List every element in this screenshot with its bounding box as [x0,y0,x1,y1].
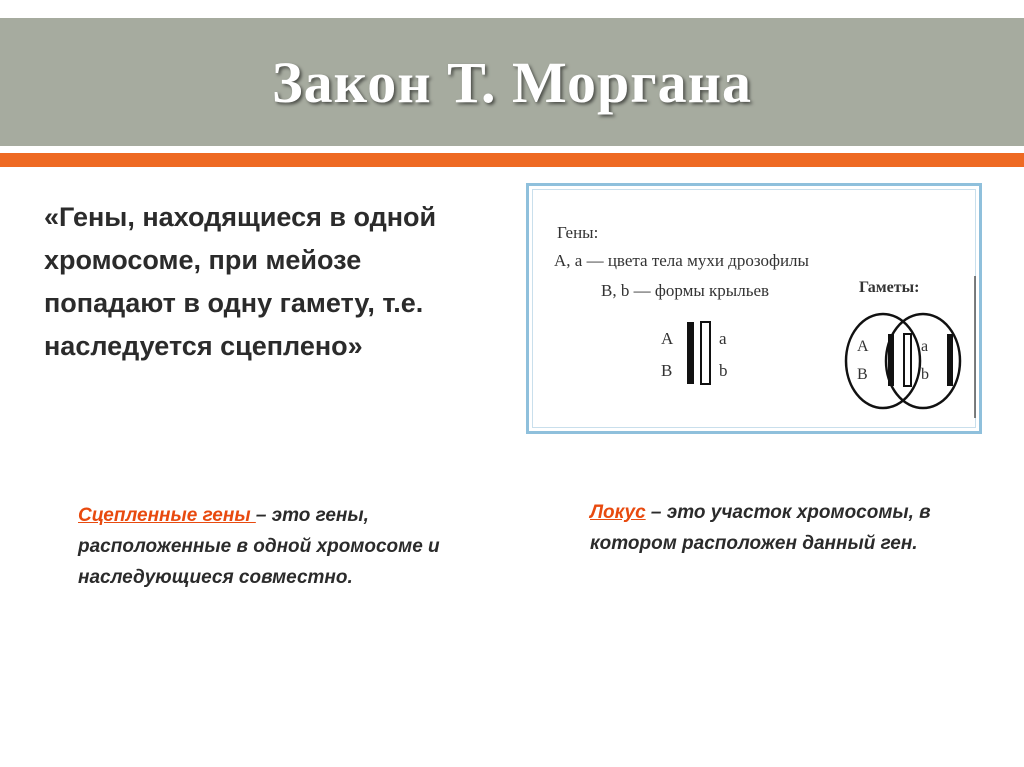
definition-locus [590,497,970,559]
chromosome-bar-light [701,322,710,384]
gamete-chromosome-light [904,334,911,386]
term-linked-genes: Сцепленные гены [78,505,256,526]
allele-A-label: А [661,329,674,348]
definition-linked-genes-text: – это гены, расположенные в одной хромосоме и наследующиеся совместно. [78,505,440,588]
definition-locus-text: – это участок хромосомы, в котором расположен данный ген. [590,502,931,554]
accent-bar [0,153,1024,167]
title-bar [0,18,1024,146]
genetics-diagram [526,183,982,434]
genes-label: Гены: [557,223,599,242]
slide-title: Закон Т. Моргана [271,49,753,115]
chromosome-bar-dark [687,322,694,384]
gene-line-2: В, b — формы крыльев [601,281,770,300]
gamete-chromosome-dark [888,334,894,386]
gamete-chromosome-edge [947,334,953,386]
gamete-allele-A: А [857,338,869,355]
definition-linked-genes [78,500,498,593]
gamete-allele-b: b [921,366,929,383]
term-locus: Локус [590,502,646,523]
allele-b-label: b [719,361,728,380]
gametes-label: Гаметы: [859,279,920,296]
gene-line-1: А, а — цвета тела мухи дрозофилы [554,251,809,270]
diagram-svg [529,186,979,431]
gamete-allele-B: В [857,366,868,383]
allele-a-label: а [719,329,727,348]
allele-B-label: В [661,361,673,380]
law-quote: «Гены, находящиеся в одной хромосоме, при мейозе попадают в одну гамету, т.е. наследуется сцеплено» [44,202,437,361]
gamete-allele-a: а [921,338,929,355]
